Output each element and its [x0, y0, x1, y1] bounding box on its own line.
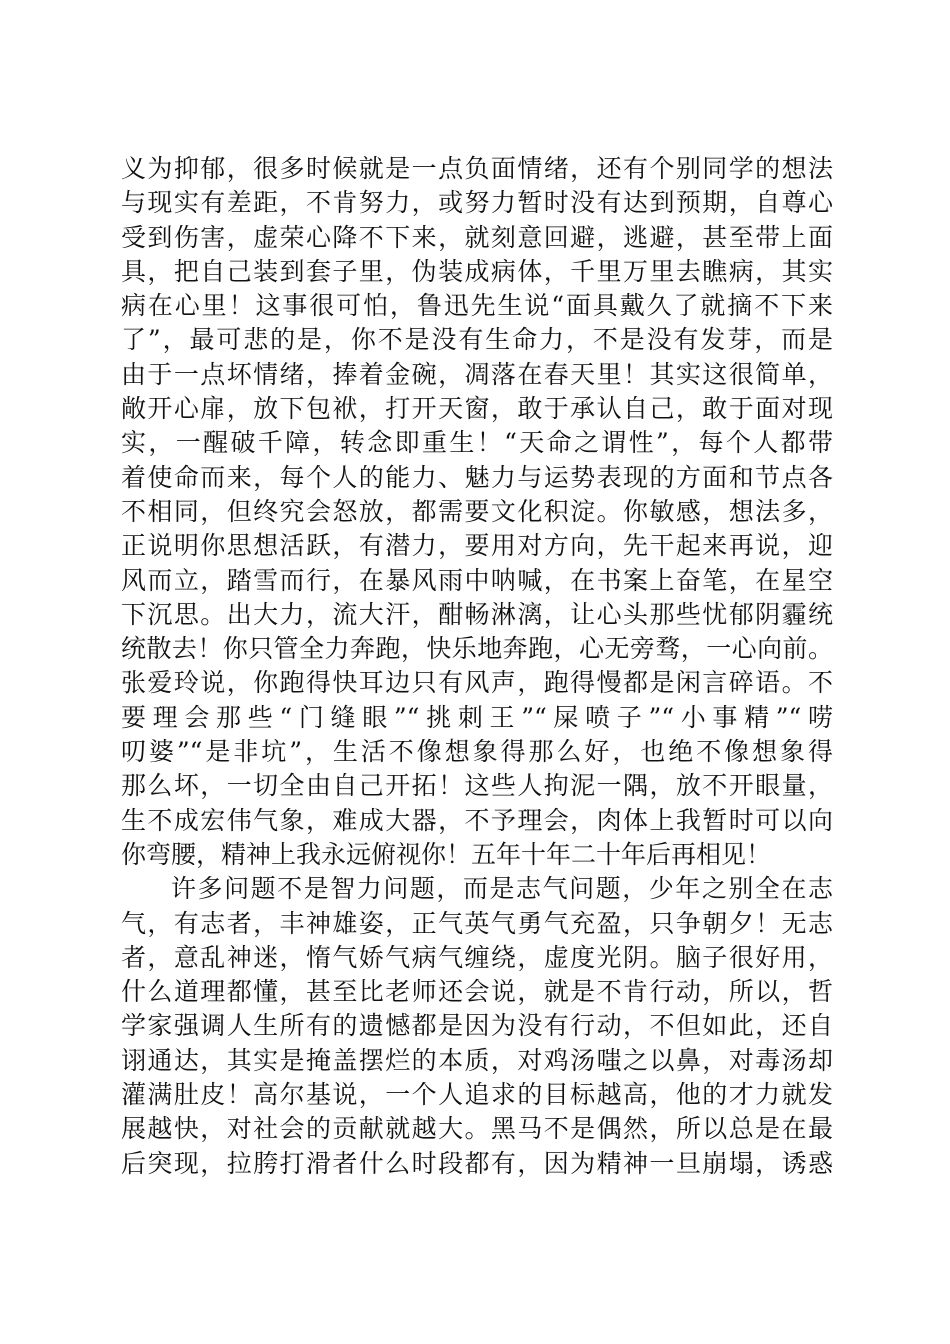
text-line: 那么坏，一切全由自己开拓！这些人拘泥一隅，放不开眼量，: [121, 771, 833, 801]
paragraph-end-line: 你弯腰，精神上我永远俯视你！五年十年二十年后再相见！: [121, 839, 772, 869]
paragraph-start-line: 许多问题不是智力问题，而是志气问题，少年之别全在志: [171, 874, 833, 904]
text-line: 具，把自己装到套子里，伪装成病体，千里万里去瞧病，其实: [121, 256, 833, 286]
text-line: 正说明你思想活跃，有潜力，要用对方向，先干起来再说，迎: [121, 531, 833, 561]
text-line: 了”，最可悲的是，你不是没有生命力，不是没有发芽，而是: [121, 325, 833, 355]
text-line: 叨婆”“是非坑”，生活不像想象得那么好，也绝不像想象得: [121, 737, 833, 767]
text-line: 义为抑郁，很多时候就是一点负面情绪，还有个别同学的想法: [121, 154, 833, 183]
text-line: 要理会那些“门缝眼”“挑刺王”“屎喷子”“小事精”“唠: [121, 702, 833, 732]
text-line: 生不成宏伟气象，难成大器，不予理会，肉体上我暂时可以向: [121, 805, 833, 835]
text-line: 灌满肚皮！高尔基说，一个人追求的目标越高，他的才力就发: [121, 1080, 833, 1110]
text-line: 受到伤害，虚荣心降不下来，就刻意回避，逃避，甚至带上面: [121, 222, 833, 252]
text-line: 统散去！你只管全力奔跑，快乐地奔跑，心无旁骛，一心向前。: [121, 634, 833, 664]
text-line: 敞开心扉，放下包袱，打开天窗，敢于承认自己，敢于面对现: [121, 394, 833, 424]
text-line: 着使命而来，每个人的能力、魅力与运势表现的方面和节点各: [121, 462, 833, 492]
text-line: 病在心里！这事很可怕，鲁迅先生说“面具戴久了就摘不下来: [121, 291, 833, 321]
text-line: 诩通达，其实是掩盖摆烂的本质，对鸡汤嗤之以鼻，对毒汤却: [121, 1045, 833, 1075]
body-text: [121, 152, 833, 1181]
text-line: 不相同，但终究会怒放，都需要文化积淀。你敏感，想法多，: [121, 496, 833, 526]
text-line: 学家强调人生所有的遗憾都是因为没有行动，不但如此，还自: [121, 1011, 833, 1041]
text-line: 者，意乱神迷，惰气娇气病气缠绕，虚度光阴。脑子很好用，: [121, 942, 833, 972]
text-line: 后突现，拉胯打滑者什么时段都有，因为精神一旦崩塌，诱惑: [121, 1148, 833, 1178]
text-line: 展越快，对社会的贡献就越大。黑马不是偶然，所以总是在最: [121, 1114, 833, 1144]
text-line: 实，一醒破千障，转念即重生！“天命之谓性”，每个人都带: [121, 428, 833, 458]
text-line: 气，有志者，丰神雄姿，正气英气勇气充盈，只争朝夕！无志: [121, 908, 833, 938]
text-line: 风而立，踏雪而行，在暴风雨中呐喊，在书案上奋笔，在星空: [121, 565, 833, 595]
text-line: 与现实有差距，不肯努力，或努力暂时没有达到预期，自尊心: [121, 188, 833, 218]
text-line: 张爱玲说，你跑得快耳边只有风声，跑得慢都是闲言碎语。不: [121, 668, 833, 698]
text-line: 下沉思。出大力，流大汗，酣畅淋漓，让心头那些忧郁阴霾统: [121, 599, 833, 629]
text-line: 由于一点坏情绪，捧着金碗，凋落在春天里！其实这很简单，: [121, 359, 833, 389]
text-line: 什么道理都懂，甚至比老师还会说，就是不肯行动，所以，哲: [121, 977, 833, 1007]
